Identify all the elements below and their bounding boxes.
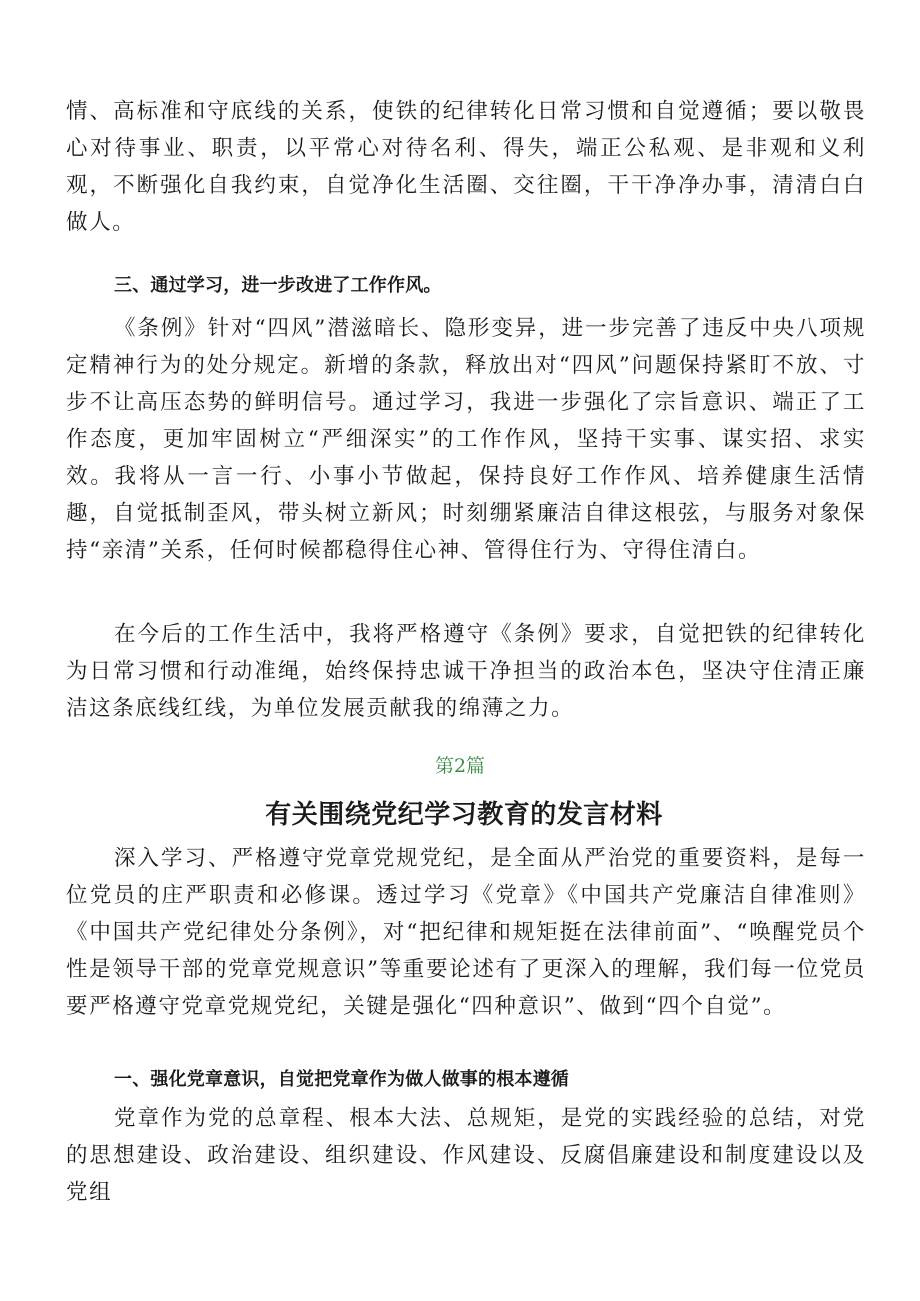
section-heading-one: 一、强化党章意识，自觉把党章作为做人做事的根本遵循 bbox=[114, 1069, 569, 1090]
section-heading-three: 三、通过学习，进一步改进了工作作风。 bbox=[114, 275, 442, 296]
section-label: 第2篇 bbox=[434, 755, 486, 777]
paragraph-intro: 深入学习、严格遵守党章党规党纪，是全面从严治党的重要资料，是每一位党员的庄严职责和必修课。透过学习《党章》《中国共产党廉洁自律准则》《中国共产党纪律处分条例》，对“把纪律和规矩挺在法律前面”、“唤醒党员个性是领导干部的党章党规意识”等重要论述有了更深入的理解，我们每一位党员要严格遵守党章党规党纪，关键是强化“四种意识”、做到“四个自觉”。 bbox=[66, 846, 866, 1019]
document-title: 有关围绕党纪学习教育的发言材料 bbox=[265, 800, 663, 830]
paragraph-future: 在今后的工作生活中，我将严格遵守《条例》要求，自觉把铁的纪律转化为日常习惯和行动准绳，始终保持忠诚干净担当的政治本色，坚决守住清正廉洁这条底线红线，为单位发展贡献我的绵薄之力。 bbox=[66, 622, 866, 721]
paragraph-regulation: 《条例》针对“四风”潜滋暗长、隐形变异，进一步完善了违反中央八项规定精神行为的处分规定。新增的条款，释放出对“四风”问题保持紧盯不放、寸步不让高压态势的鲜明信号。通过学习，我进一步强化了宗旨意识、端正了工作态度，更加牢固树立“严细深实”的工作作风，坚持干实事、谋实招、求实效。我将从一言一行、小事小节做起，保持良好工作作风、培养健康生活情趣，自觉抵制歪风，带头树立新风；时刻绷紧廉洁自律这根弦，与服务对象保持“亲清”关系，任何时候都稳得住心神、管得住行为、守得住清白。 bbox=[66, 316, 866, 563]
paragraph-charter: 党章作为党的总章程、根本大法、总规矩，是党的实践经验的总结，对党的思想建设、政治建设、组织建设、作风建设、反腐倡廉建设和制度建设以及党组 bbox=[66, 1106, 866, 1205]
continued-paragraph: 情、高标准和守底线的关系，使铁的纪律转化日常习惯和自觉遵循；要以敬畏心对待事业、职责，以平常心对待名利、得失，端正公私观、是非观和义利观，不断强化自我约束，自觉净化生活圈、交往圈，干干净净办事，清清白白做人。 bbox=[66, 99, 866, 235]
